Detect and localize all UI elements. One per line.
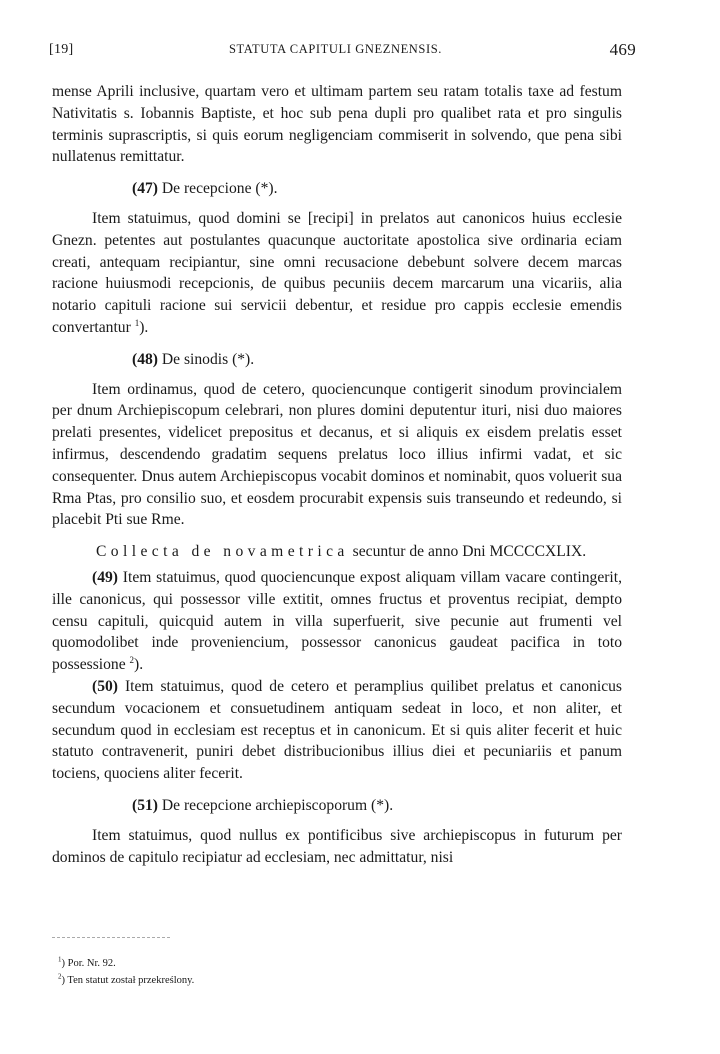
paragraph-49 [52,567,622,676]
collecta-rest: secuntur de anno Dni MCCCCXLIX. [352,543,587,561]
running-title: STATUTA CAPITULI GNEZNENSIS. [228,42,443,56]
heading-48 [132,349,622,371]
paragraph-intro: mense Aprili inclusive, quartam vero et ultimam partem seu ratam totalis taxe ad festum Nativitatis s. Iobannis Baptiste, et hoc sub pena dupli pro qualibet rata et pro singulis terminis suprascriptis, si quis eorum negligenciam commiserit in solvendo, que pena sibi nullatenus remittatur. [52,83,622,166]
footnote-2 [58,972,194,989]
paragraph-49-text: Item statuimus, quod quociencunque expost aliquam villam vacare contingerit, ille canonicus, qui possessor ville extitit, omnes fructus et proventus recipiat, dempto censu capituli, quicquid autem in villa superfuerit, sive pecunie aut frumenti vel quomodolibet inde proveniencium, possessor canonicus gaudeat pacifica in toto possessione [52,568,622,674]
page-number-right: 469 [609,40,636,59]
collecta-spaced: Collecta de novametrica [96,543,349,561]
paragraph-51: Item statuimus, quod nullus ex pontificibus sive archiepiscopus in futurum per dominos de capitulo recipiatur ad ecclesiam, nec admittatur, nisi [52,826,622,866]
footnote-2-text: ) Ten statut został przekreślony. [61,975,195,986]
heading-51-number: (51) [132,796,158,814]
heading-51-title: De recepcione archiepiscoporum (*). [161,796,394,814]
page-number-left: [19] [49,42,74,57]
paragraph-47: Item statuimus, quod domini se [recipi] in prelatos aut canonicos huius ecclesie Gnezn. petentes aut postulantes quacunque auctoritate apostolica sive ordinaria eciam creati, antequam recipiantur, sine omni recusacione debebunt solvere decem marcas racione huiusmodi recepcionis, de quibus pecuniis decem marcarum una vicariis, alia notario capituli racione sui servicii debentur, et residue pro cappis ecclesie emendis convertantur $^1$). [52,209,622,336]
footnote-1-mark: 1 [58,955,62,964]
collecta-heading [96,541,622,563]
running-header [49,40,636,62]
footnote-1 [58,955,194,972]
paragraph-50-number: (50) [92,677,118,695]
paragraph-50 [52,676,622,785]
paragraph-49-number: (49) [92,568,118,586]
paragraph-47-end: . [144,318,149,336]
heading-47-title: De recepcione (*). [161,180,278,198]
heading-47 [132,178,622,200]
heading-47-number: (47) [132,180,158,198]
body-text [52,81,622,868]
footnote-ref-1: 1 [134,317,140,328]
footnotes [58,955,194,989]
footnote-ref-2: 2 [129,654,135,665]
heading-51 [132,795,622,817]
paragraph-47-text: Item statuimus, quod domini se [recipi] in prelatos aut canonicos huius ecclesie Gnezn. petentes aut postulantes quacunque auctoritate apostolica sive ordinaria eciam creati, antequam recipiantur, sine omni recusacione debebunt solvere decem marcas racione huiusmodi recepcionis, de quibus pecuniis decem marcarum una vicariis, alia notario capituli racione sui servicii debentur, et residue pro cappis ecclesie emendis convertantur [52,209,622,336]
footnote-2-mark: 2 [58,972,62,981]
paragraph-50-text: Item statuimus, quod de cetero et peramplius quilibet prelatus et canonicus secundum vocacionem et consuetudinem antiquam sedeat in loco, et non aliter, et secundum quod in ecclesiam est receptus et in canonicum. Et si quis aliter fecerit et huic statuto contravenerit, puniri debet distribucionibus illius diei et pecuniariis et panum tociens, quociens aliter fecerit. [52,677,622,783]
footnote-separator [52,937,170,938]
heading-48-title: De sinodis (*). [161,350,255,368]
paragraph-48: Item ordinamus, quod de cetero, quociencunque contigerit sinodum provincialem per dnum Archiepiscopum celebrari, non plures domini deputentur ituri, nisi duo maiores prelati presentes, videlicet prepositus et decanus, et si aliquis ex eisdem prelatis esset infirmus, descendendo gradatim sequens prelatus loco illius infirmi vadat, et sic consequenter. Dnus autem Archiepiscopus vocabit dominos et nominabit, quos voluerit sua Rma Ptas, pro consilio suo, et eosdem procurabit expensis suis transeundo et redeundo, si placebit Pti sue Rme. [52,380,622,529]
footnote-1-text: ) Por. Nr. 92. [61,958,116,969]
heading-48-number: (48) [132,350,158,368]
paragraph-49-end: ). [134,656,144,674]
